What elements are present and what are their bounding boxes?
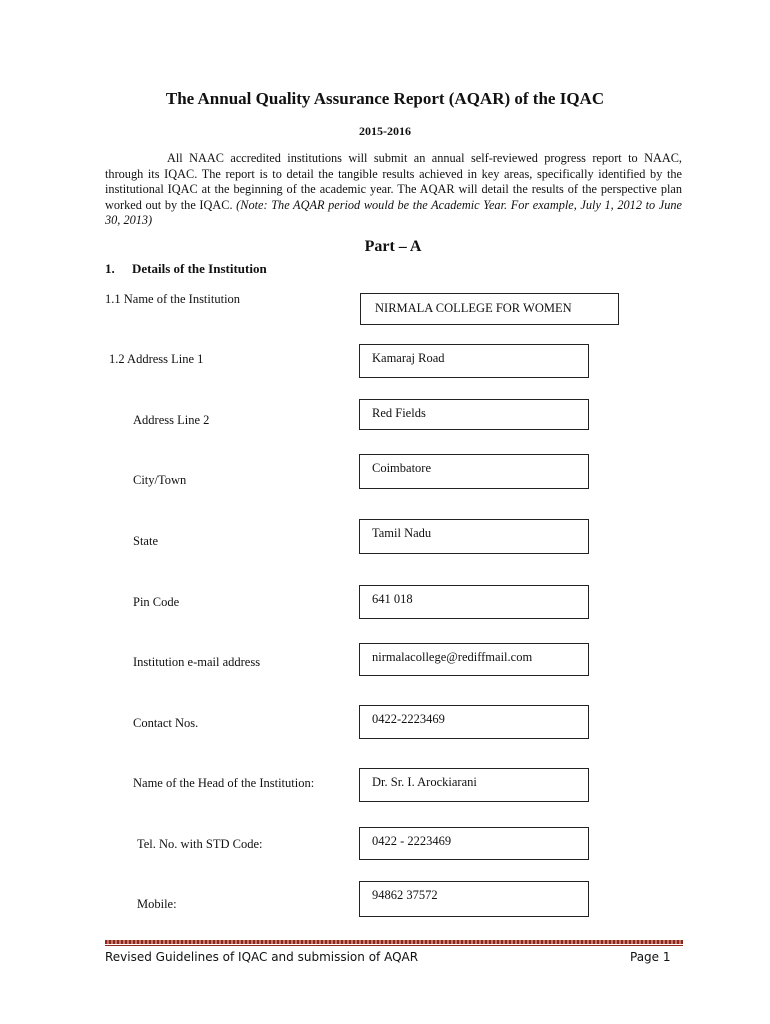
label-head-institution: Name of the Head of the Institution: bbox=[133, 776, 315, 790]
label-pin-code: Pin Code bbox=[133, 595, 180, 609]
label-email: Institution e-mail address bbox=[133, 655, 261, 669]
field-name-institution[interactable]: NIRMALA COLLEGE FOR WOMEN bbox=[360, 293, 619, 325]
field-mobile[interactable]: 94862 37572 bbox=[359, 881, 589, 917]
page-number: Page 1 bbox=[630, 950, 671, 964]
label-name-institution: 1.1 Name of the Institution bbox=[105, 292, 241, 306]
field-tel-no[interactable]: 0422 - 2223469 bbox=[359, 827, 589, 860]
section-number: 1. bbox=[105, 261, 115, 276]
field-city[interactable]: Coimbatore bbox=[359, 454, 589, 489]
label-contact-nos: Contact Nos. bbox=[133, 716, 199, 730]
field-address-line-2[interactable]: Red Fields bbox=[359, 399, 589, 430]
label-mobile: Mobile: bbox=[137, 897, 177, 911]
intro-paragraph bbox=[105, 151, 682, 229]
field-head-institution[interactable]: Dr. Sr. I. Arockiarani bbox=[359, 768, 589, 802]
field-contact-nos[interactable]: 0422-2223469 bbox=[359, 705, 589, 739]
label-address-line-1: 1.2 Address Line 1 bbox=[109, 352, 204, 366]
label-city: City/Town bbox=[133, 473, 187, 487]
report-year: 2015-2016 bbox=[359, 124, 411, 138]
intro-note: (Note: The AQAR period would be the Academic Year. For example, July 1, 2012 to June 30, 2013) bbox=[105, 197, 682, 228]
label-state: State bbox=[133, 534, 158, 548]
label-address-line-2: Address Line 2 bbox=[133, 413, 210, 427]
part-heading: Part – A bbox=[364, 238, 422, 255]
intro-text: All NAAC accredited institutions will submit an annual self-reviewed progress report to NAAC, through its IQAC. The report is to detail the tangible results achieved in key areas, specifically identified by the institutional IQAC at the beginning of the academic year. The AQAR will detail the results of the perspective plan worked out by the IQAC. bbox=[105, 151, 682, 212]
footer-divider bbox=[105, 940, 683, 944]
footer-guidelines-text: Revised Guidelines of IQAC and submission of AQAR bbox=[105, 950, 419, 964]
section-heading bbox=[105, 261, 267, 277]
section-title: Details of the Institution bbox=[132, 261, 267, 276]
field-state[interactable]: Tamil Nadu bbox=[359, 519, 589, 554]
field-address-line-1[interactable]: Kamaraj Road bbox=[359, 344, 589, 378]
label-tel-no: Tel. No. with STD Code: bbox=[137, 837, 263, 851]
document-title: The Annual Quality Assurance Report (AQAR) of the IQAC bbox=[165, 89, 605, 108]
field-pin-code[interactable]: 641 018 bbox=[359, 585, 589, 619]
footer-divider-thin bbox=[105, 945, 683, 946]
field-email[interactable]: nirmalacollege@rediffmail.com bbox=[359, 643, 589, 676]
